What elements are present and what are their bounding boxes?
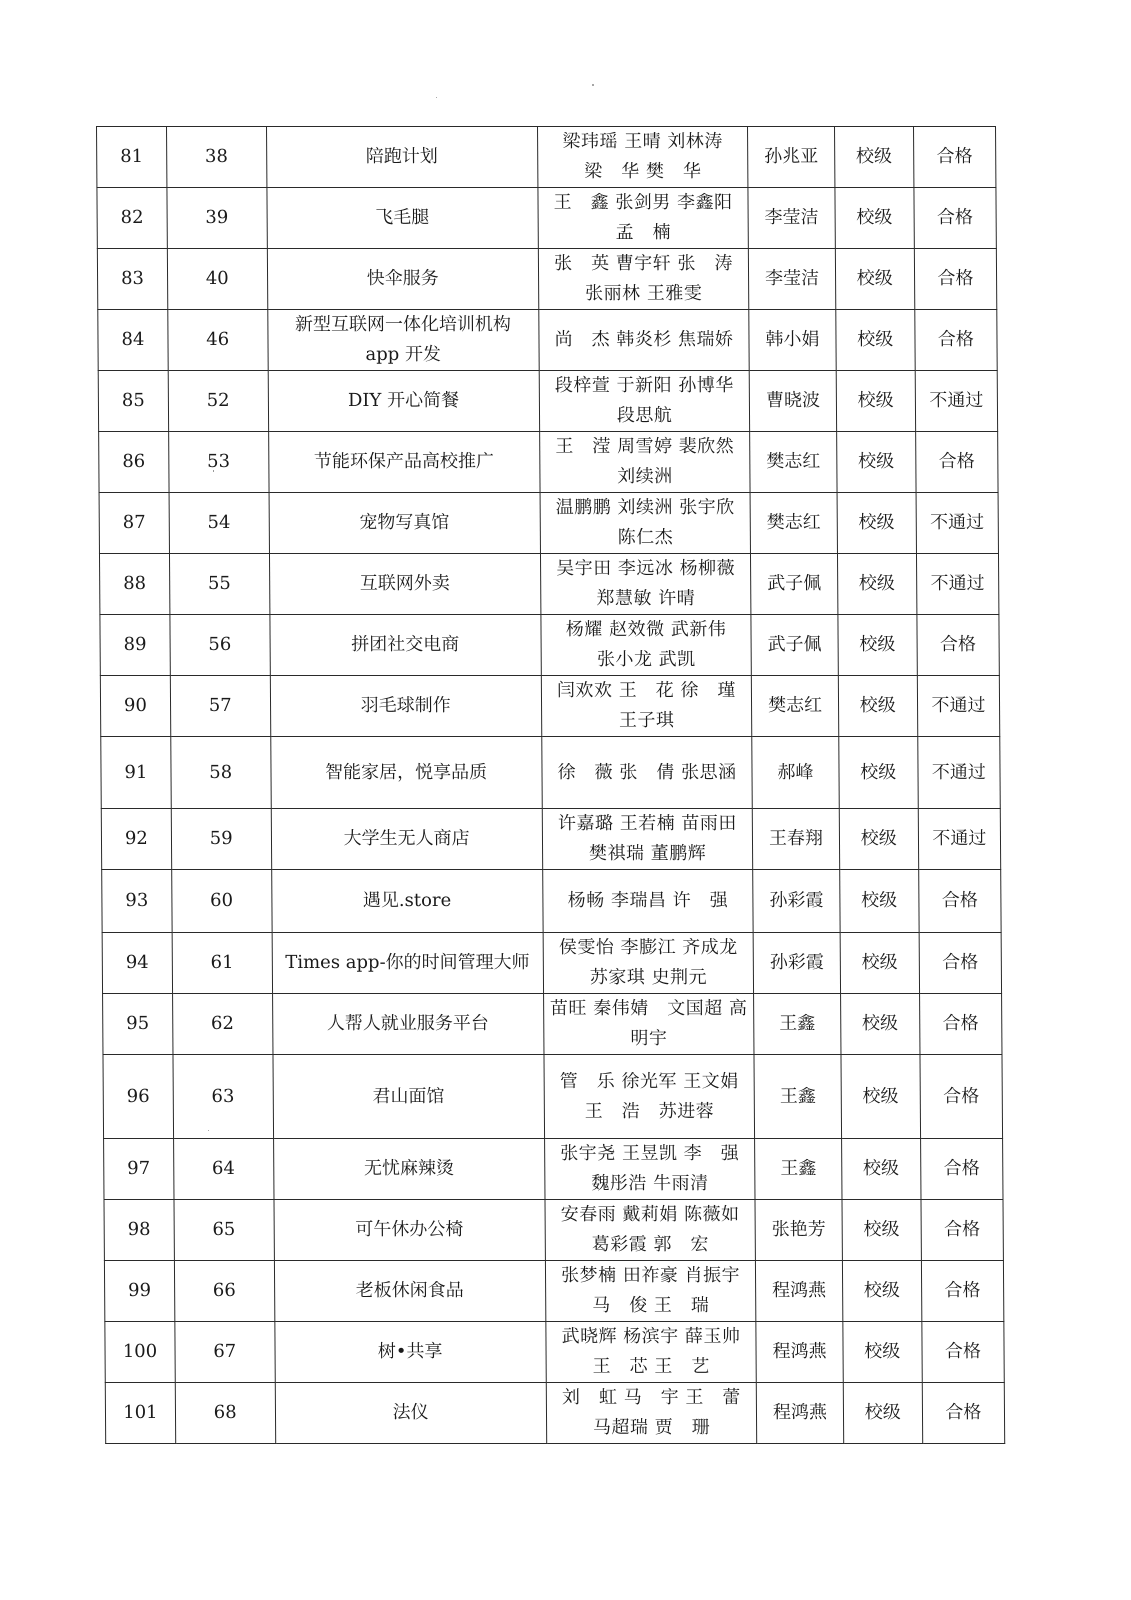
advisor-name: 王鑫 [754,1055,841,1139]
team-members [546,1322,757,1383]
team-members-line: 葛彩霞 郭 宏 [591,1234,710,1255]
team-members-line: 杨耀 赵效微 武新伟 [565,619,727,640]
table-row [101,809,1000,870]
project-level: 校级 [839,809,919,870]
team-members-line: 刘 虹 马 宇 王 蕾 [561,1387,741,1408]
project-id: 63 [173,1055,273,1139]
project-id: 46 [168,310,268,371]
team-members [542,870,753,933]
team-members-line: 王 滢 周雪婷 裴欣然 [555,436,735,457]
table-row [104,1139,1003,1200]
table-body [97,127,1005,1444]
team-members [543,933,754,994]
team-members-line: 段梓萱 于新阳 孙博华 [554,375,734,396]
scan-speck [592,84,594,86]
advisor-name: 王春翔 [753,809,840,870]
advisor-name: 韩小娟 [749,310,836,371]
team-members [543,994,754,1055]
team-members-line: 安春雨 戴莉娟 陈薇如 [560,1204,740,1225]
project-level: 校级 [836,432,916,493]
row-sequence-number: 95 [103,994,173,1055]
team-members [544,1139,755,1200]
project-name: 遇见.store [271,870,543,933]
project-name-line: 新型互联网一体化培训机构 [294,314,512,335]
project-id: 61 [172,933,272,994]
advisor-name: 张艳芳 [755,1200,842,1261]
row-sequence-number: 91 [101,737,171,809]
advisor-name: 王鑫 [755,1139,842,1200]
table-row [100,615,999,676]
project-level: 校级 [838,615,918,676]
project-id: 39 [167,188,267,249]
project-level: 校级 [835,188,915,249]
review-result: 合格 [915,310,998,371]
project-id: 54 [169,493,269,554]
team-members-line: 张梦楠 田祚豪 肖振宇 [561,1265,741,1286]
team-members-line: 王 芯 王 艺 [592,1356,710,1377]
project-id: 55 [169,554,269,615]
project-id: 66 [174,1261,274,1322]
row-sequence-number: 97 [104,1139,174,1200]
review-result: 合格 [914,188,997,249]
project-level: 校级 [843,1322,923,1383]
table-row [104,1200,1003,1261]
project-level: 校级 [842,1200,922,1261]
team-members-line: 梁玮瑶 王晴 刘林涛 [562,131,723,152]
review-result: 不通过 [918,809,1001,870]
review-result: 合格 [919,994,1002,1055]
advisor-name: 李莹洁 [748,188,835,249]
advisor-name: 孙彩霞 [753,933,840,994]
review-result: 不通过 [915,371,998,432]
project-name [267,310,539,371]
team-members [546,1383,757,1444]
project-name: 人帮人就业服务平台 [272,994,544,1055]
row-sequence-number: 92 [101,809,171,870]
team-members [539,310,750,371]
team-members [539,371,750,432]
row-sequence-number: 101 [105,1383,175,1444]
team-members-line: 郑慧敏 许晴 [596,588,696,609]
team-members-line: 许嘉璐 王若楠 苗雨田 [557,813,737,834]
team-members-line: 苗旺 秦伟婧 文国超 高 [549,998,748,1019]
team-members-line: 杨畅 李瑞昌 许 强 [567,890,729,911]
project-level: 校级 [834,127,914,188]
team-members [540,554,751,615]
team-members-line: 苏家琪 史荆元 [589,967,708,988]
review-result: 合格 [918,870,1001,933]
project-level: 校级 [836,371,916,432]
review-result: 合格 [917,615,1000,676]
table-row [104,1261,1003,1322]
advisor-name: 程鸿燕 [756,1261,843,1322]
team-members [542,737,753,809]
team-members-line: 段思航 [616,405,673,426]
row-sequence-number: 82 [97,188,167,249]
team-members-line: 梁 华 樊 华 [584,161,702,182]
review-result: 不通过 [917,676,1000,737]
project-name: 可午休办公椅 [274,1200,546,1261]
advisor-name: 王鑫 [754,994,841,1055]
project-level: 校级 [843,1383,923,1444]
table-row [98,310,997,371]
advisor-name: 武子佩 [751,554,838,615]
team-members-line: 武晓辉 杨滨宇 薛玉帅 [561,1326,741,1347]
project-id: 67 [175,1322,275,1383]
review-result: 合格 [920,1055,1003,1139]
team-members-line: 陈仁杰 [617,527,674,548]
team-members [545,1261,756,1322]
project-level: 校级 [842,1261,922,1322]
project-name: 君山面馆 [272,1055,544,1139]
project-level: 校级 [838,676,918,737]
project-name: Times app-你的时间管理大师 [272,933,544,994]
project-level: 校级 [841,1055,921,1139]
project-name: 智能家居，悦享品质 [270,737,542,809]
table-row [101,737,1001,809]
advisor-name: 孙兆亚 [748,127,835,188]
advisor-name: 郝峰 [752,737,839,809]
project-id: 64 [173,1139,273,1200]
row-sequence-number: 90 [100,676,170,737]
row-sequence-number: 100 [105,1322,175,1383]
project-name: 法仪 [275,1383,547,1444]
project-level: 校级 [841,1139,921,1200]
team-members [538,249,749,310]
team-members-line: 樊祺瑞 董鹏辉 [588,843,707,864]
project-level: 校级 [837,554,917,615]
project-level: 校级 [840,994,920,1055]
project-level: 校级 [835,249,915,310]
project-name: 拼团社交电商 [269,615,541,676]
team-members [541,676,752,737]
advisor-name: 李莹洁 [749,249,836,310]
table-row [105,1383,1004,1444]
project-name: 宠物写真馆 [269,493,541,554]
team-members-line: 明宇 [630,1028,668,1049]
project-name: 大学生无人商店 [271,809,543,870]
row-sequence-number: 84 [98,310,168,371]
table-row [103,994,1002,1055]
project-id: 58 [171,737,271,809]
project-name: 互联网外卖 [269,554,541,615]
advisor-name: 程鸿燕 [756,1322,843,1383]
row-sequence-number: 94 [102,933,172,994]
team-members-line: 温鹏鹏 刘续洲 张宇欣 [555,497,735,518]
row-sequence-number: 89 [100,615,170,676]
project-id: 53 [168,432,268,493]
team-members-line: 王子琪 [618,710,675,731]
team-members-line: 张丽林 王雅雯 [585,283,703,304]
scan-speck [436,97,437,98]
review-result: 不通过 [916,554,999,615]
team-members-line: 尚 杰 韩炎杉 焦瑞娇 [554,329,734,350]
project-level: 校级 [837,493,917,554]
team-members-line: 吴宇田 李远冰 杨柳薇 [556,558,736,579]
project-name: 快伞服务 [267,249,539,310]
project-id: 40 [167,249,267,310]
review-result: 合格 [915,432,998,493]
team-members [542,809,753,870]
table-row [99,432,998,493]
project-id: 68 [175,1383,275,1444]
team-members-line: 魏彤浩 牛雨清 [591,1173,709,1194]
review-result: 合格 [922,1383,1005,1444]
team-members [545,1200,756,1261]
project-level: 校级 [838,737,918,809]
table-row [99,554,998,615]
project-name-line: app 开发 [365,344,442,365]
row-sequence-number: 98 [104,1200,174,1261]
team-members-line: 张小龙 武凯 [596,649,696,670]
team-members-line: 孟 楠 [615,222,672,243]
row-sequence-number: 96 [103,1055,173,1139]
advisor-name: 樊志红 [752,676,839,737]
advisor-name: 程鸿燕 [757,1383,844,1444]
row-sequence-number: 88 [99,554,169,615]
review-result: 合格 [919,933,1002,994]
project-id: 56 [170,615,270,676]
review-result: 合格 [913,127,996,188]
team-members-line: 马超瑞 贾 珊 [592,1417,711,1438]
table-row [97,188,996,249]
project-name: 老板休闲食品 [274,1261,546,1322]
project-id: 62 [172,994,272,1055]
table-row [98,371,997,432]
project-id: 57 [170,676,270,737]
table-row [102,870,1001,933]
team-members [538,188,749,249]
table-row [97,127,996,188]
team-members-line: 徐 薇 张 倩 张思涵 [557,761,737,783]
advisor-name: 武子佩 [751,615,838,676]
advisor-name: 樊志红 [750,493,837,554]
project-level: 校级 [839,870,919,933]
review-result: 不通过 [918,737,1001,809]
team-members-line: 刘续洲 [617,466,673,487]
review-result: 合格 [920,1139,1003,1200]
project-name: 飞毛腿 [266,188,538,249]
review-result: 合格 [914,249,997,310]
table-row [102,933,1001,994]
team-members [537,127,748,188]
row-sequence-number: 83 [97,249,167,310]
project-name: 树•共享 [274,1322,546,1383]
table-row [99,493,998,554]
project-name: 节能环保产品高校推广 [268,432,540,493]
table-row [100,676,999,737]
review-result: 不通过 [916,493,999,554]
team-members [540,493,751,554]
review-result: 合格 [921,1261,1004,1322]
row-sequence-number: 93 [102,870,172,933]
team-members-line: 王 鑫 张剑男 李鑫阳 [553,192,733,213]
team-members [541,615,752,676]
project-name: 无忧麻辣烫 [273,1139,545,1200]
advisor-name: 樊志红 [750,432,837,493]
project-name: 羽毛球制作 [270,676,542,737]
project-name: DIY 开心简餐 [268,371,540,432]
row-sequence-number: 99 [104,1261,174,1322]
project-id: 60 [172,870,272,933]
row-sequence-number: 85 [98,371,168,432]
team-members-line: 管 乐 徐光军 王文娟 [559,1070,739,1092]
review-result: 合格 [921,1200,1004,1261]
project-id: 65 [174,1200,274,1261]
project-level: 校级 [835,310,915,371]
team-members-line: 马 俊 王 瑞 [592,1295,710,1316]
table-row [103,1055,1003,1139]
team-members-line: 张宇尧 王昱凯 李 强 [560,1143,740,1164]
project-name: 陪跑计划 [266,127,538,188]
row-sequence-number: 86 [99,432,169,493]
advisor-name: 曹晓波 [750,371,837,432]
team-members [539,432,750,493]
team-members-line: 闫欢欢 王 花 徐 瑾 [556,680,737,701]
team-members-line: 王 浩 苏进蓉 [584,1100,715,1122]
team-members-line: 侯雯怡 李膨江 齐成龙 [558,937,738,958]
team-members-line: 张 英 曹宇轩 张 涛 [553,253,734,274]
team-members [544,1055,755,1139]
project-id: 59 [171,809,271,870]
project-level: 校级 [840,933,920,994]
table-row [105,1322,1004,1383]
project-id: 38 [166,127,266,188]
project-id: 52 [168,371,268,432]
advisor-name: 孙彩霞 [753,870,840,933]
row-sequence-number: 87 [99,493,169,554]
project-results-table [96,126,1005,1444]
review-result: 合格 [922,1322,1005,1383]
table-row [97,249,996,310]
row-sequence-number: 81 [97,127,167,188]
